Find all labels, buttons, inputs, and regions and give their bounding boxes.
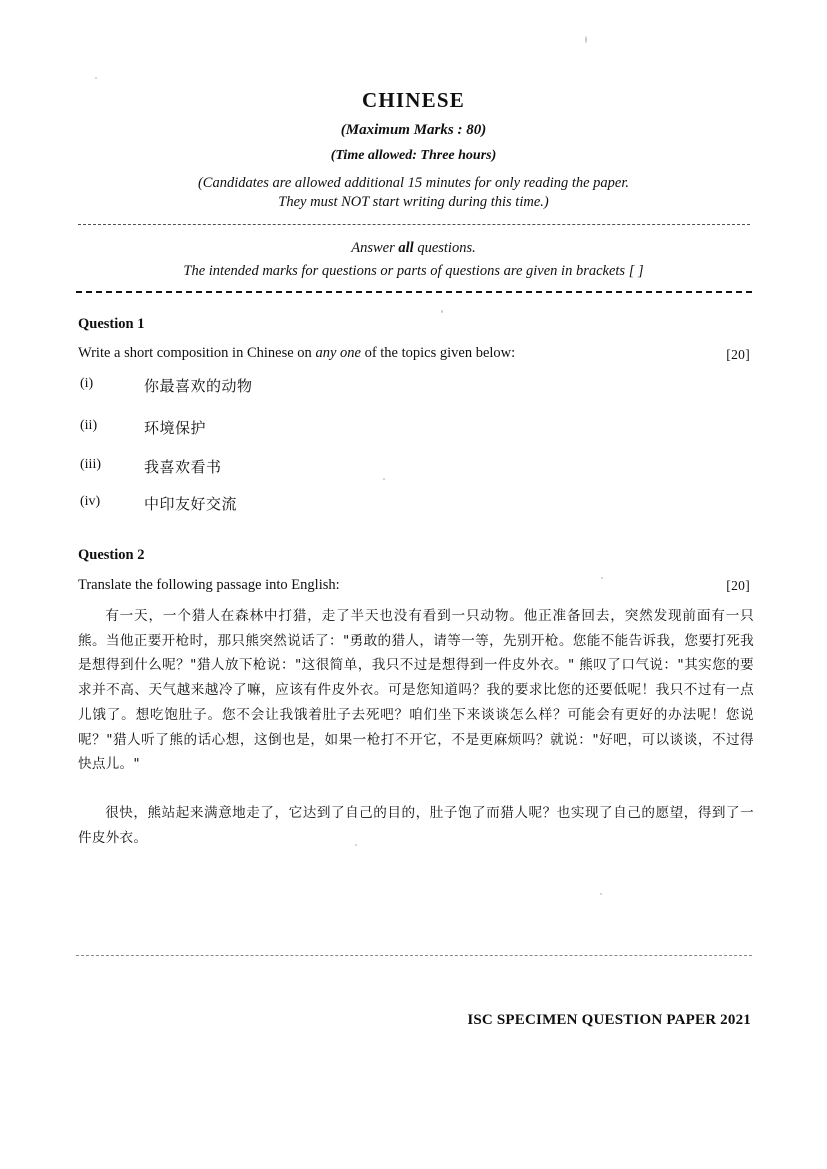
question-2-passage [78, 604, 754, 850]
question-1-prompt-emphasis: any one [315, 345, 361, 361]
question-1-prompt-before: Write a short composition in Chinese on [78, 345, 316, 361]
question-1-option-2-number: (ii) [80, 418, 98, 433]
page-title: CHINESE [362, 88, 465, 112]
question-1-prompt-after: of the topics given below: [360, 345, 516, 361]
marks-instruction: The intended marks for questions or parts of questions are given in brackets [ ] [183, 263, 644, 279]
question-1-marks: [20] [726, 347, 750, 362]
footer-label: ISC SPECIMEN QUESTION PAPER 2021 [467, 1012, 751, 1028]
divider-bottom [76, 955, 752, 956]
scan-speck [585, 36, 587, 43]
passage-paragraph-2: 很快，熊站起来满意地走了，它达到了自己的目的，肚子饱了而猎人呢？也实现了自己的愿望，得到了一件皮外衣。 [78, 804, 754, 846]
scan-speck [601, 577, 603, 579]
divider-top [78, 224, 750, 225]
reading-instructions-line2: They must NOT start writing during this time.) [278, 194, 549, 210]
divider-instructions [76, 291, 752, 293]
question-1-prompt [78, 345, 515, 362]
question-2-marks: [20] [726, 578, 750, 593]
question-1-option-4-number: (iv) [80, 494, 101, 509]
question-1-option-1-number: (i) [80, 376, 94, 391]
reading-instructions [0, 174, 827, 212]
answer-all-prefix: Answer [351, 240, 399, 256]
maximum-marks: (Maximum Marks : 80) [340, 122, 487, 138]
answer-all-instruction [0, 240, 827, 257]
answer-all-suffix: questions. [413, 240, 476, 256]
scan-speck [441, 310, 443, 313]
time-allowed: (Time allowed: Three hours) [330, 148, 497, 163]
passage-paragraph-1: 有一天，一个猎人在森林中打猎，走了半天也没有看到一只动物。他正准备回去，突然发现前面有一只熊。当他正要开枪时，那只熊突然说话了："勇敢的猎人，请等一等，先别开枪。您能不能告诉我，您要打死我是想得到什么呢？"猎人放下枪说："这很简单，我只不过是想得到一件皮外衣。" 熊叹了口气说："其实您的要求并不高、天气越来越冷了嘛，应该有件皮外衣。可是您知道吗？我的要求比您的还要低呢！我只不过有一点儿饿了。想吃饱肚子。您不会让我饿着肚子去死吧？咱们坐下来谈谈怎么样？可能会有更好的办法呢！您说呢？"猎人听了熊的话心想，这倒也是，如果一枪打不开它，不是更麻烦吗？就说："好吧，可以谈谈，不过得快点儿。" [78, 608, 754, 773]
scan-speck [383, 478, 385, 480]
question-1-option-3-text: 我喜欢看书 [144, 458, 222, 476]
reading-instructions-line1: (Candidates are allowed additional 15 minutes for only reading the paper. [197, 175, 630, 191]
question-1-option-1-text: 你最喜欢的动物 [144, 377, 253, 395]
scan-speck [95, 77, 97, 79]
question-1-option-2-text: 环境保护 [144, 419, 207, 437]
question-1-option-3-number: (iii) [80, 457, 101, 472]
question-1-heading: Question 1 [78, 316, 145, 332]
question-1-option-4-text: 中印友好交流 [144, 495, 238, 513]
scan-speck [600, 893, 602, 895]
answer-all-emphasis: all [398, 240, 414, 256]
question-2-heading: Question 2 [78, 547, 145, 563]
question-2-prompt: Translate the following passage into English: [78, 577, 340, 593]
